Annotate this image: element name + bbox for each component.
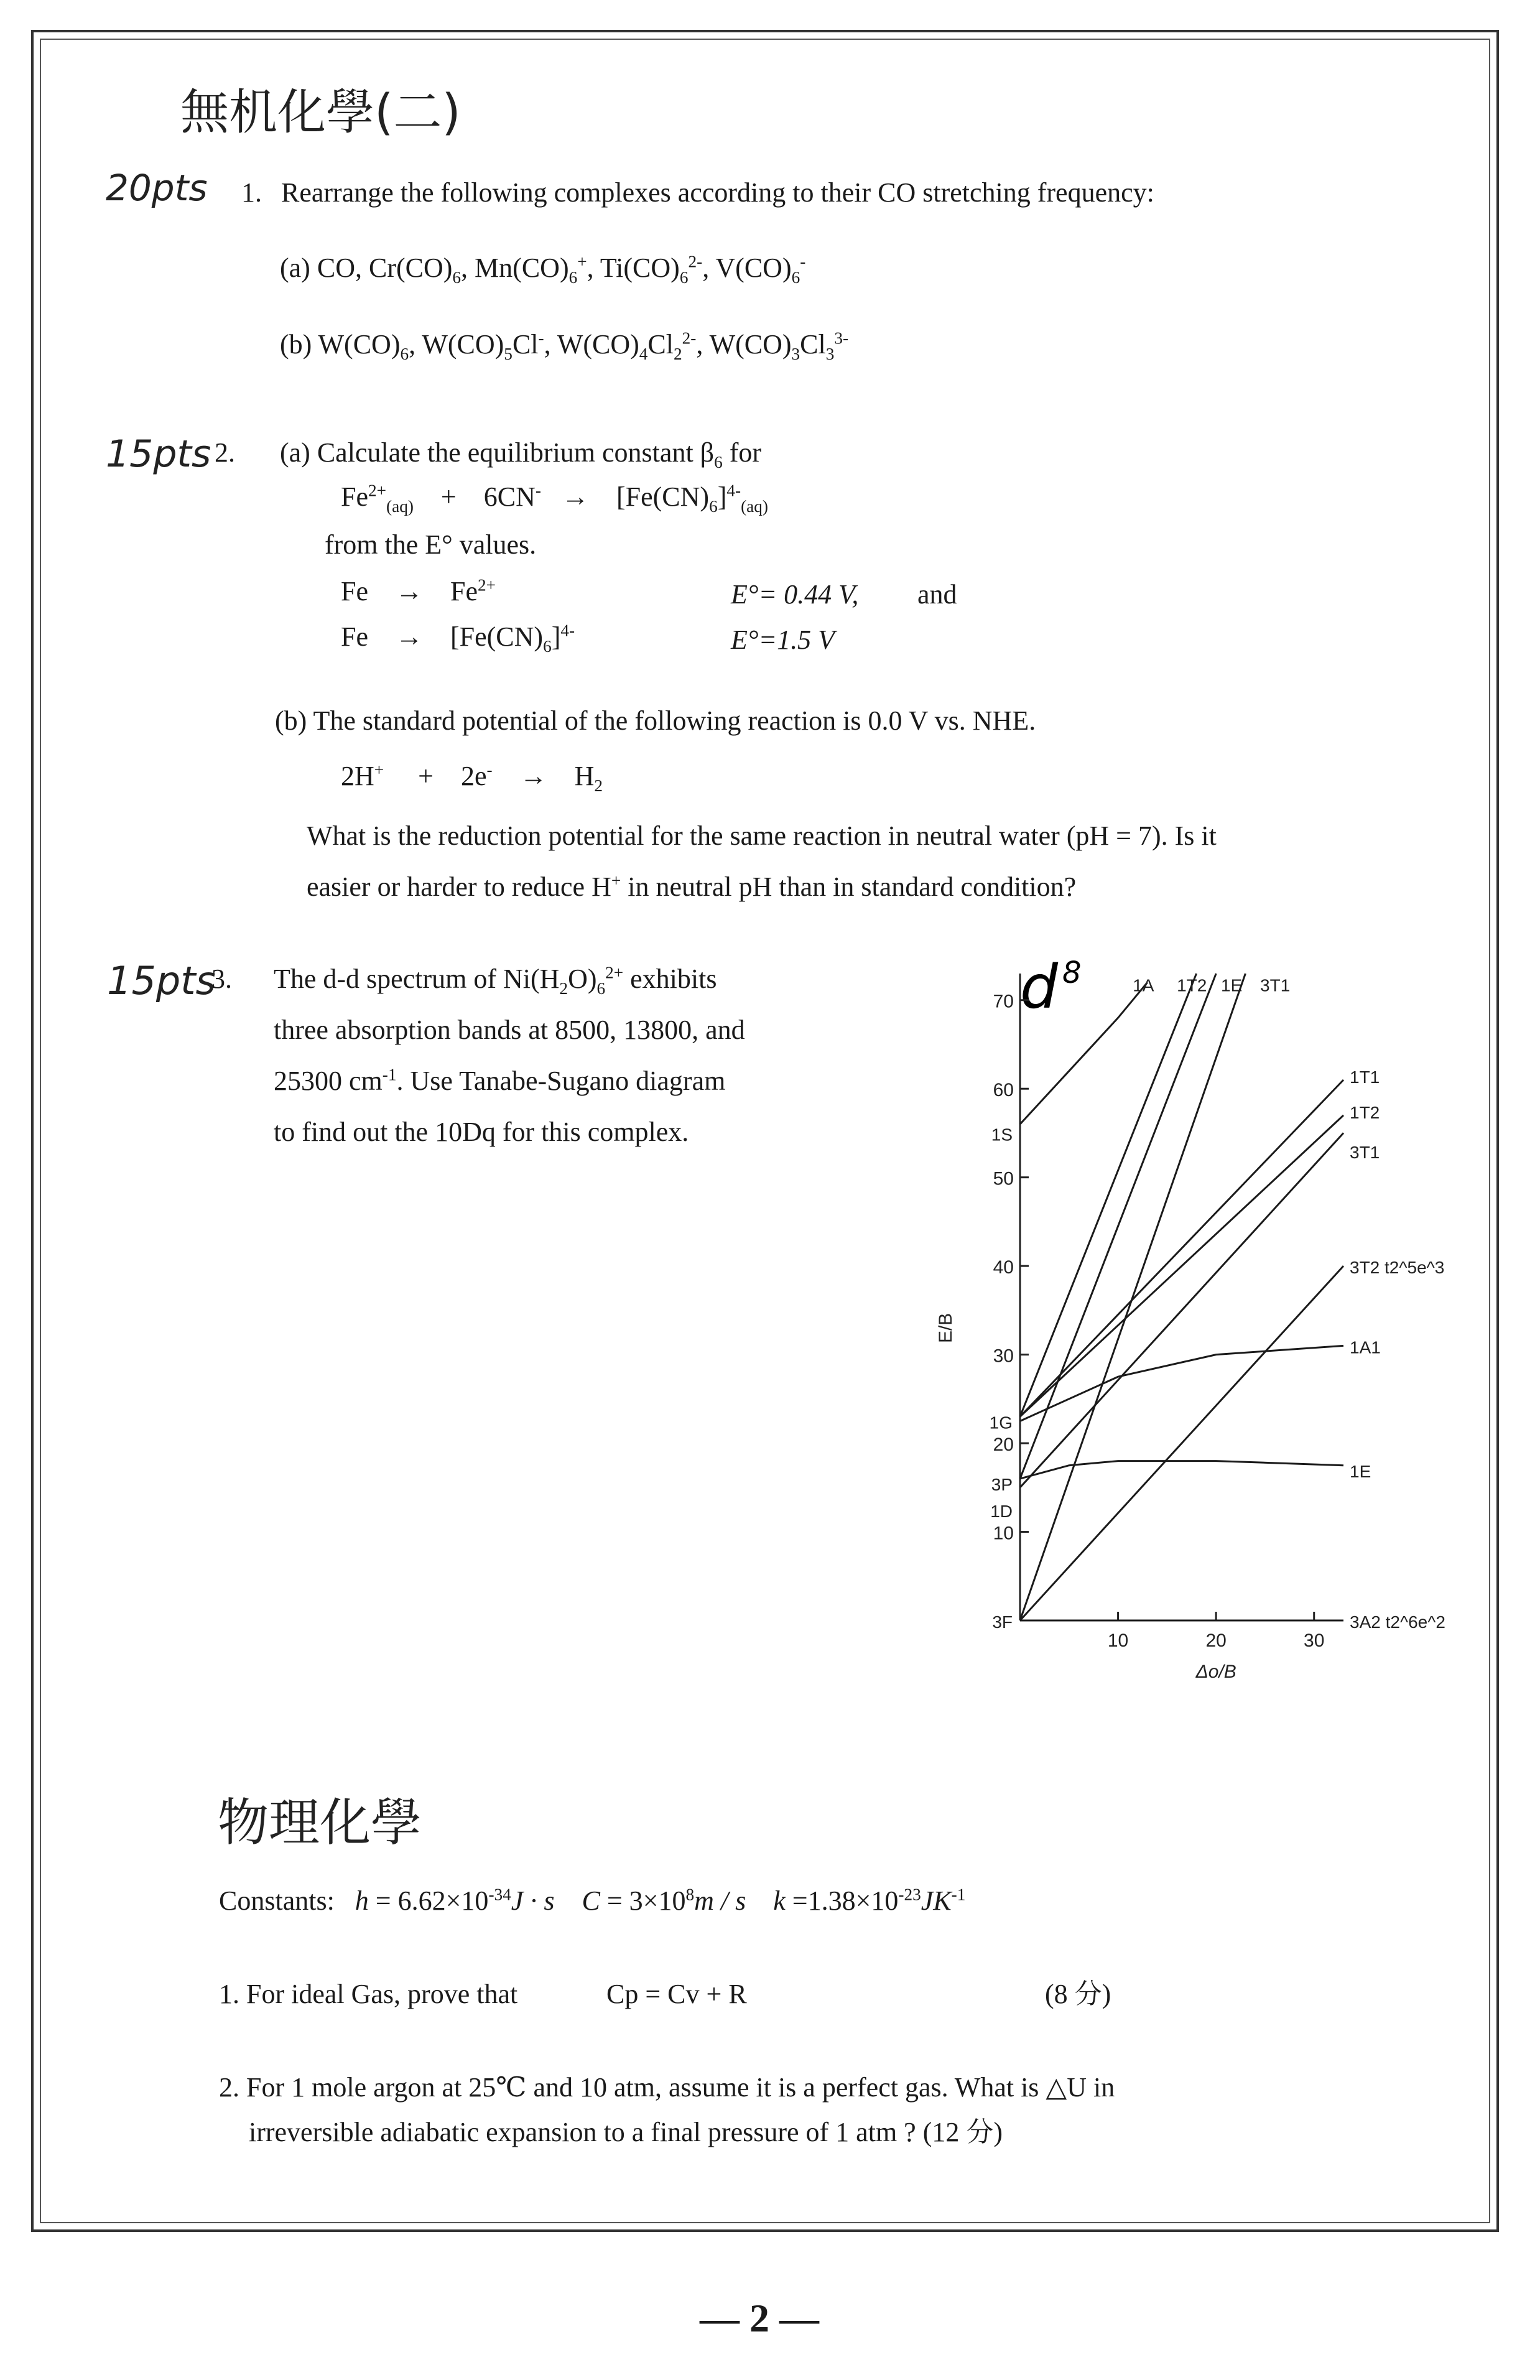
series-line: [1020, 1133, 1343, 1487]
constants-label: Constants:: [219, 1885, 335, 1916]
q3-number: 3.: [211, 964, 232, 994]
series-line: [1020, 974, 1197, 1416]
series-line: [1020, 974, 1245, 1620]
left-term-label: 1S: [991, 1125, 1013, 1145]
left-term-label: 1D: [990, 1501, 1013, 1521]
q2-and: and: [917, 579, 957, 610]
right-curve-label: 1T1: [1350, 1067, 1380, 1087]
q2-points: 15pts: [106, 432, 211, 476]
q2-e1: E°= 0.44 V,: [731, 579, 859, 610]
q2-b-reaction: 2H+ + 2e- → $H_2$: [341, 760, 603, 795]
constants-line: Constants: $h = 6.62\times 10^{-34}J \cdot s$ $C = 3\times 10^8m / s$ $k =1.38\times 10^{-23}JK^{-1}$: [219, 1885, 966, 1916]
q1-prompt: Rearrange the following complexes according to their CO stretching frequency:: [281, 177, 1154, 208]
series-line: [1020, 974, 1216, 1479]
series-line: [1020, 1346, 1343, 1421]
series-line: [1020, 1080, 1343, 1416]
q1-a-label: (a): [280, 253, 310, 283]
q2-a-prompt: (a) Calculate the equilibrium constant $\beta_6$ for: [280, 437, 762, 472]
x-tick-label: 10: [1107, 1630, 1129, 1651]
q1-part-b: (b) $W(CO)_6$, $W(CO)_5Cl^-$, $W(CO)_4Cl_2^{2-}$, $W(CO)_3Cl_3^{3-}$: [280, 328, 849, 363]
top-curve-label: 1E: [1221, 975, 1243, 995]
y-tick-label: 30: [993, 1346, 1014, 1367]
pchem-q1-equation: Cp = Cv + R: [606, 1979, 747, 2009]
section-title-inorganic: 無机化學(二): [180, 85, 461, 141]
pchem-q1: 1. For ideal Gas, prove that: [219, 1979, 518, 2009]
pchem-q2-line-1: 2. For 1 mole argon at 25℃ and 10 atm, assume it is a perfect gas. What is △U in: [219, 2072, 1115, 2103]
q1-b-label: (b): [280, 329, 312, 360]
top-curve-label: 1T2: [1177, 975, 1207, 995]
q2-reaction: $Fe^{2+}_{(aq)}$ + 6CN- → $[Fe(CN)_6]^{4-}_{(aq)}$: [341, 481, 768, 516]
y-tick-label: 60: [993, 1080, 1014, 1101]
q2-number: 2.: [215, 437, 235, 468]
q3-line-3: 25300 $cm^{-1}$. Use Tanabe-Sugano diagram: [274, 1065, 726, 1096]
left-term-label: 1G: [989, 1413, 1013, 1433]
top-curve-label: 1A: [1133, 975, 1154, 995]
series-line: [1020, 1266, 1343, 1620]
series-line: [1020, 1115, 1343, 1416]
y-tick-label: 20: [993, 1434, 1014, 1456]
tanabe-sugano-chart: [921, 946, 1480, 1692]
right-curve-label: 1E: [1350, 1461, 1371, 1481]
q3-line-2: three absorption bands at 8500, 13800, and: [274, 1015, 745, 1045]
q3-line-1: The d-d spectrum of $Ni(H_2O)_6^{2+}$ exhibits: [274, 963, 717, 998]
left-term-label: 3P: [991, 1475, 1013, 1495]
q2-e2: E°=1.5 V: [731, 625, 835, 655]
left-term-label: 3F: [992, 1612, 1013, 1632]
q2-b-question-1: What is the reduction potential for the same reaction in neutral water (pH = 7). Is it: [307, 820, 1217, 851]
top-curve-label: 3T1: [1260, 975, 1291, 995]
q1-points: 20pts: [106, 167, 208, 209]
series-line: [1020, 1461, 1343, 1479]
right-curve-label: 3T2 t2^5e^3: [1350, 1258, 1445, 1278]
q1-number: 1.: [241, 177, 262, 208]
chart-title-sup: 8: [1062, 955, 1082, 990]
x-axis-label: Δo/B: [1195, 1662, 1236, 1682]
x-tick-label: 30: [1304, 1630, 1325, 1651]
y-axis-label: E/B: [935, 1313, 956, 1344]
page-number: — 2 —: [700, 2296, 819, 2340]
q2-b-question-2: easier or harder to reduce H+ in neutral pH than in standard condition?: [307, 871, 1077, 902]
right-curve-label: 1T2: [1350, 1102, 1380, 1122]
q2-half-rxn-1: Fe → $Fe^{2+}$: [341, 575, 496, 607]
q2-from-text: from the E° values.: [325, 529, 537, 560]
right-curve-label: 3A2 t2^6e^2: [1350, 1612, 1445, 1632]
section-title-pchem: 物理化學: [218, 1793, 422, 1852]
x-tick-label: 20: [1205, 1630, 1227, 1651]
y-tick-label: 70: [993, 991, 1014, 1012]
right-curve-label: 3T1: [1350, 1142, 1380, 1162]
y-tick-label: 40: [993, 1257, 1014, 1278]
q3-line-4: to find out the 10Dq for this complex.: [274, 1117, 689, 1147]
q3-points: 15pts: [107, 958, 216, 1003]
y-tick-label: 50: [993, 1168, 1014, 1189]
q2-b-prompt: (b) The standard potential of the following reaction is 0.0 V vs. NHE.: [275, 705, 1036, 736]
q2-half-rxn-2: Fe → $[Fe(CN)_6]^{4-}$: [341, 621, 575, 656]
q1-part-a: (a) CO, $Cr(CO)_6$, $Mn(CO)_6^+$, $Ti(CO)_6^{2-}$, $V(CO)_6^-$: [280, 252, 806, 287]
y-tick-label: 10: [993, 1523, 1014, 1544]
pchem-q1-points: (8 分): [1045, 1979, 1111, 2009]
pchem-q2-line-2: irreversible adiabatic expansion to a final pressure of 1 atm ? (12 分): [249, 2117, 1003, 2147]
chart-title: d: [1020, 952, 1058, 1022]
right-curve-label: 1A1: [1350, 1337, 1381, 1357]
